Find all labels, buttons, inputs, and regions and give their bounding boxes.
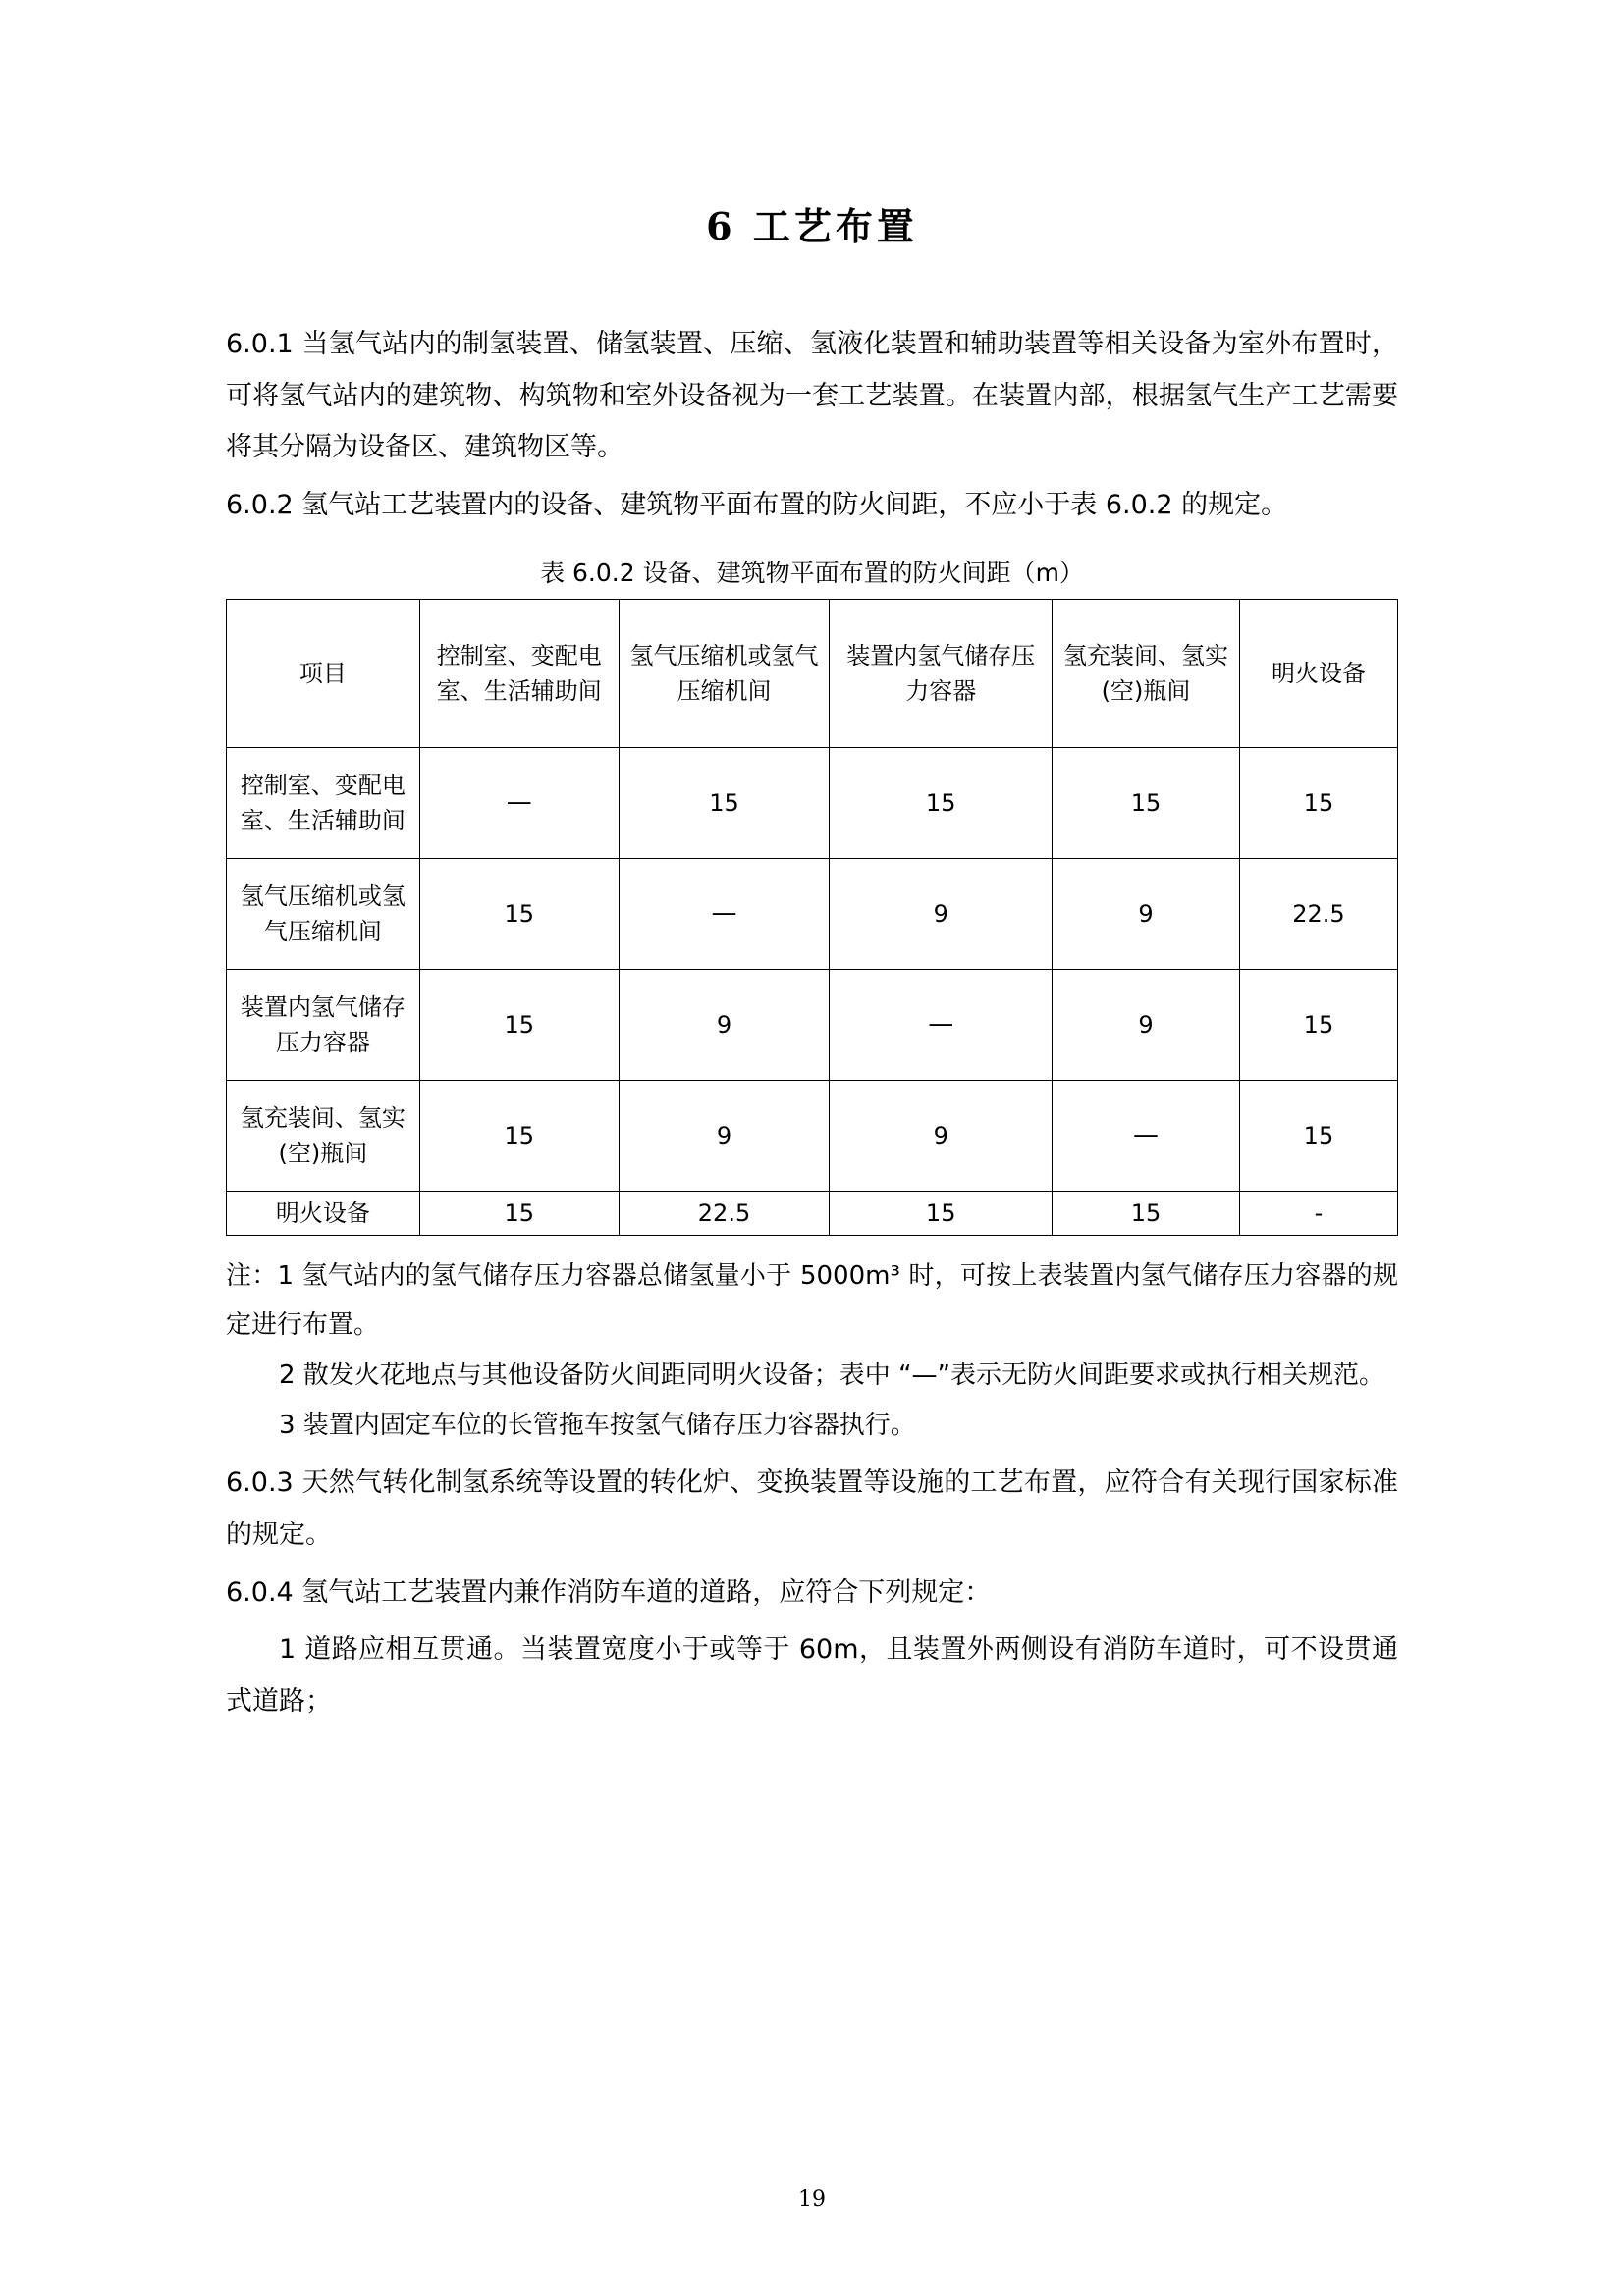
table-header [227,599,1398,747]
table-cell: 15 [419,1080,619,1191]
page-number: 19 [798,2187,826,2212]
clause-6-0-4: 6.0.4 氢气站工艺装置内兼作消防车道的道路，应符合下列规定： [226,1576,992,1608]
table-row [227,1080,1398,1191]
table-note-1: 注：1 氢气站内的氢气储存压力容器总储氢量小于 5000m³ 时，可按上表装置内氢气储存压力容器的规定进行布置。 [226,1260,1398,1341]
table-row-header: 控制室、变配电室、生活辅助间 [227,747,420,858]
table-cell: — [1053,1080,1240,1191]
table-cell: 9 [830,858,1053,969]
table-caption: 表 6.0.2 设备、建筑物平面布置的防火间距（m） [540,558,1084,587]
table-cell: — [619,858,830,969]
table-cell: 9 [619,969,830,1080]
table-note-2: 2 散发火花地点与其他设备防火间距同明火设备；表中 “—”表示无防火间距要求或执行相关规范。 [279,1360,1385,1390]
table-row-header: 装置内氢气储存压力容器 [227,969,420,1080]
table-header-cell-0: 项目 [227,599,420,747]
table-cell: 9 [1053,858,1240,969]
table-row [227,858,1398,969]
table-cell: 15 [419,858,619,969]
table-cell: 9 [1053,969,1240,1080]
table-cell: 22.5 [1239,858,1397,969]
page-title: 6 工艺布置 [706,204,918,248]
table-cell: — [419,747,619,858]
table-cell: — [830,969,1053,1080]
clause-6-0-3: 6.0.3 天然气转化制氢系统等设置的转化炉、变换装置等设施的工艺布置，应符合有关现行国家标准的规定。 [226,1468,1398,1550]
table-body [227,747,1398,1235]
table-header-cell-3: 装置内氢气储存压力容器 [830,599,1053,747]
table-row [227,747,1398,858]
table-cell: 15 [830,747,1053,858]
table-row [227,1191,1398,1235]
table-cell: 15 [419,1191,619,1235]
clause-6-0-2: 6.0.2 氢气站工艺装置内的设备、建筑物平面布置的防火间距，不应小于表 6.0.2 的规定。 [226,489,1288,520]
table-note-3: 3 装置内固定车位的长管拖车按氢气储存压力容器执行。 [279,1410,916,1440]
table-cell: 15 [1053,1191,1240,1235]
table-cell: 15 [1239,969,1397,1080]
table-row-header: 氢充装间、氢实(空)瓶间 [227,1080,420,1191]
table-cell: 15 [830,1191,1053,1235]
table-cell: 9 [619,1080,830,1191]
table-cell: 15 [619,747,830,858]
table-cell: 15 [1053,747,1240,858]
clause-block-bottom [226,1458,1398,1728]
table-cell: 15 [419,969,619,1080]
table-cell: 9 [830,1080,1053,1191]
table-header-cell-4: 氢充装间、氢实(空)瓶间 [1053,599,1240,747]
table-cell: 22.5 [619,1191,830,1235]
clause-block-top [226,319,1398,532]
table-cell: 15 [1239,747,1397,858]
table-row-header: 明火设备 [227,1191,420,1235]
table-header-cell-2: 氢气压缩机或氢气压缩机间 [619,599,830,747]
table-header-cell-1: 控制室、变配电室、生活辅助间 [419,599,619,747]
fire-distance-table [226,599,1398,1236]
table-notes [226,1252,1398,1451]
clause-6-0-4-item-1: 1 道路应相互贯通。当装置宽度小于或等于 60m，且装置外两侧设有消防车道时，可不设贯通式道路； [226,1634,1398,1717]
table-header-cell-5: 明火设备 [1239,599,1397,747]
table-row [227,969,1398,1080]
table-row-header: 氢气压缩机或氢气压缩机间 [227,858,420,969]
table-header-row [227,599,1398,747]
table-cell: 15 [1239,1080,1397,1191]
clause-6-0-1: 6.0.1 当氢气站内的制氢装置、储氢装置、压缩、氢液化装置和辅助装置等相关设备为室外布置时，可将氢气站内的建筑物、构筑物和室外设备视为一套工艺装置。在装置内部，根据氢气生产工艺需要将其分隔为设备区、建筑物区等。 [226,329,1398,463]
table-cell: - [1239,1191,1397,1235]
